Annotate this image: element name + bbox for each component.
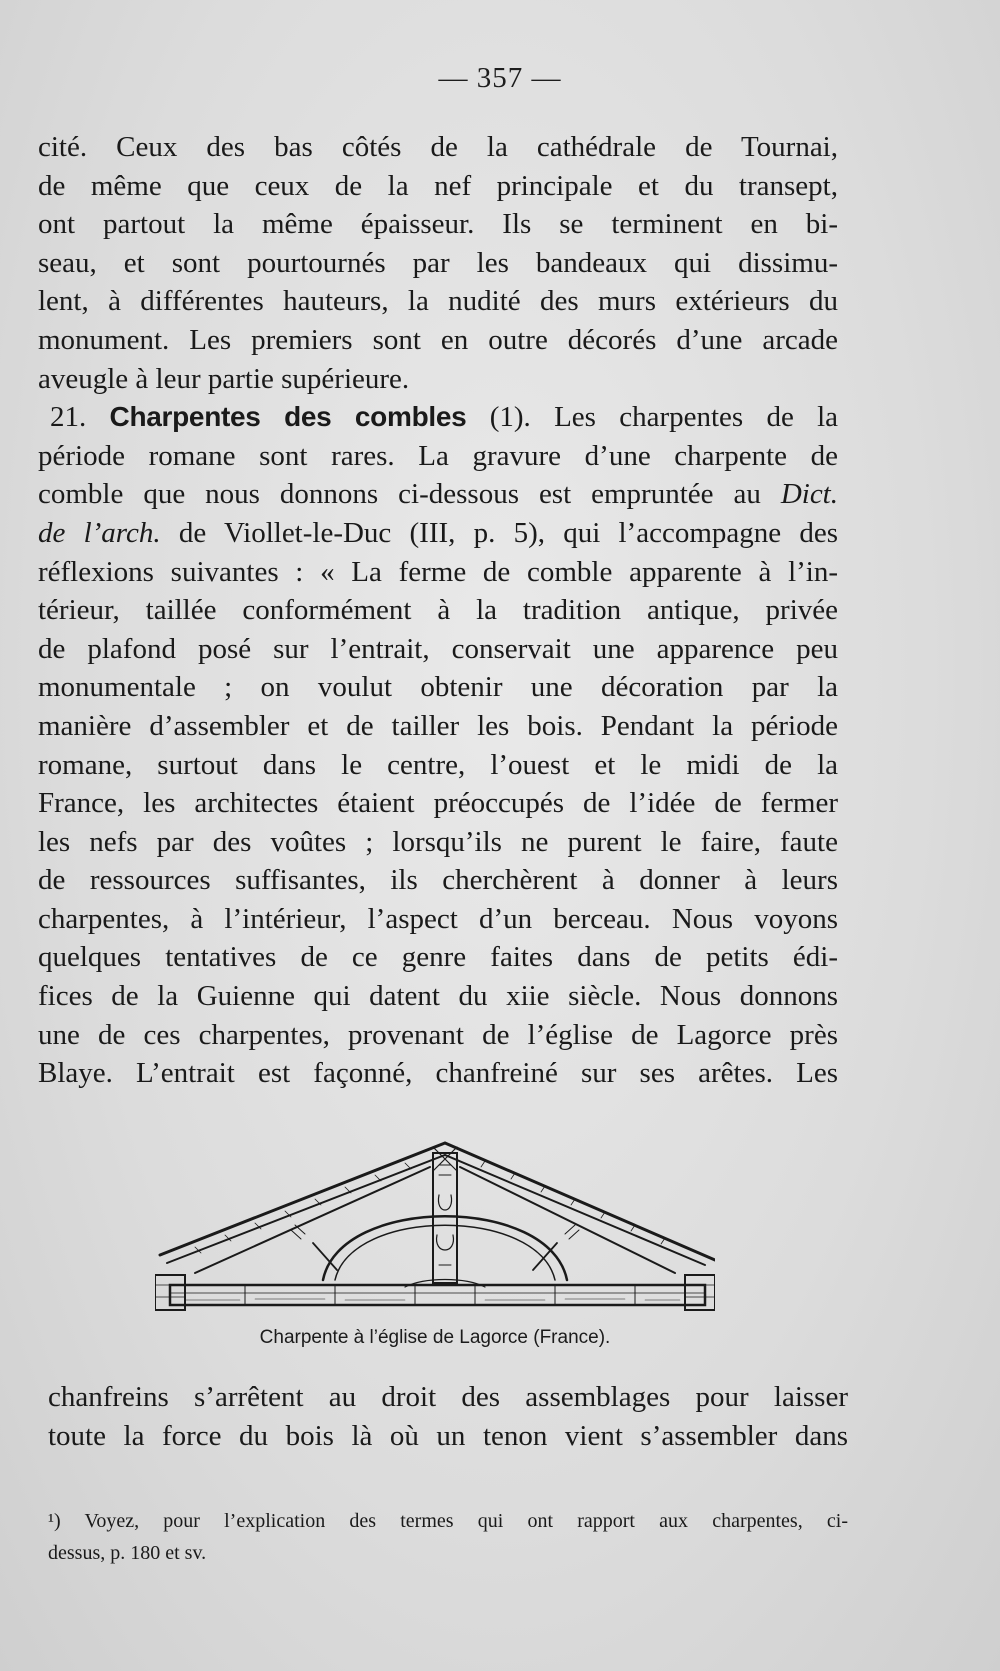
- text-line: charpentes, à l’intérieur, l’aspect d’un berceau. Nous voyons: [38, 902, 838, 935]
- text-line: térieur, taillée conformément à la tradition antique, privée: [38, 594, 838, 627]
- figure-caption: Charpente à l’église de Lagorce (France).: [259, 1327, 611, 1348]
- section-heading-line: [38, 398, 838, 437]
- text-line: de plafond posé sur l’entrait, conservait une apparence peu: [38, 632, 838, 665]
- text-segment: comble que nous donnons ci-dessous est empruntée au: [38, 478, 761, 511]
- text-line: les nefs par des voûtes ; lorsqu’ils ne purent le faire, faute: [38, 825, 838, 858]
- text-line: une de ces charpentes, provenant de l’église de Lagorce près: [38, 1018, 838, 1051]
- text-line: toute la force du bois là où un tenon vient s’assembler dans: [48, 1419, 848, 1452]
- text-line: seau, et sont pourtournés par les bandeaux qui dissimu-: [38, 246, 838, 279]
- roof-truss-drawing: [155, 1135, 715, 1315]
- text-line: monumentale ; on voulut obtenir une décoration par la: [38, 671, 838, 704]
- page-number: — 357 —: [438, 62, 562, 94]
- body-text-lower: [48, 1378, 848, 1455]
- text-line: monument. Les premiers sont en outre décorés d’une arcade: [38, 323, 838, 356]
- italic-citation: de l’arch.: [38, 516, 161, 549]
- roof-truss-engraving: [155, 1135, 715, 1315]
- footnote-line: ¹) Voyez, pour l’explication des termes qui ont rapport aux charpentes, ci-: [48, 1510, 848, 1532]
- section-line-rest: Les charpentes de la: [554, 401, 839, 434]
- text-line: fices de la Guienne qui datent du xiie siècle. Nous donnons: [38, 980, 838, 1013]
- footnote: [48, 1505, 848, 1569]
- text-line: chanfreins s’arrêtent au droit des assemblages pour laisser: [48, 1381, 848, 1413]
- text-line: manière d’assembler et de tailler les bois. Pendant la période: [38, 709, 838, 742]
- text-segment: de Viollet-le-Duc (III, p. 5), qui l’accompagne des: [178, 516, 839, 549]
- text-line: aveugle à leur partie supérieure.: [38, 362, 410, 395]
- text-line: [38, 514, 838, 553]
- text-line: France, les architectes étaient préoccupés de l’idée de fermer: [38, 787, 838, 820]
- section-number: 21.: [50, 401, 87, 434]
- footnote-line: dessus, p. 180 et sv.: [48, 1542, 207, 1564]
- text-line: quelques tentatives de ce genre faites dans de petits édi-: [38, 941, 838, 974]
- text-line: période romane sont rares. La gravure d’une charpente de: [38, 439, 838, 472]
- text-line: de même que ceux de la nef principale et du transept,: [38, 169, 838, 202]
- text-line: lent, à différentes hauteurs, la nudité des murs extérieurs du: [38, 285, 838, 318]
- footnote-reference: (1).: [489, 401, 531, 434]
- text-line: [38, 475, 838, 514]
- text-line: ont partout la même épaisseur. Ils se terminent en bi-: [38, 208, 838, 241]
- text-line: Blaye. L’entrait est façonné, chanfreiné sur ses arêtes. Les: [38, 1057, 838, 1090]
- text-line: de ressources suffisantes, ils cherchèrent à donner à leurs: [38, 864, 838, 897]
- section-title: Charpentes des combles: [109, 401, 467, 433]
- text-line: cité. Ceux des bas côtés de la cathédrale de Tournai,: [38, 131, 838, 163]
- text-line: réflexions suivantes : « La ferme de comble apparente à l’in-: [38, 555, 838, 588]
- italic-citation: Dict.: [780, 478, 838, 511]
- text-line: romane, surtout dans le centre, l’ouest et le midi de la: [38, 748, 838, 781]
- body-text-upper: [38, 128, 838, 1093]
